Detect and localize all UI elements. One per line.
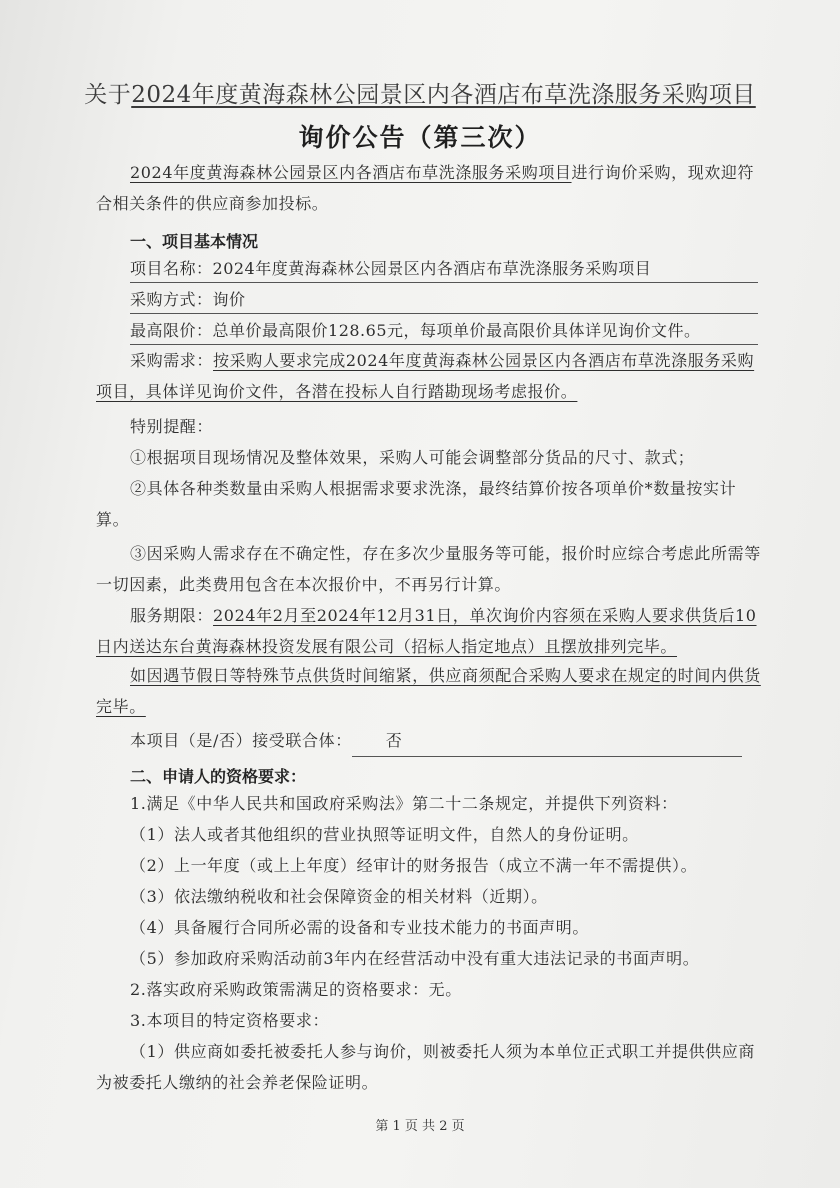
procurement-need-paragraph: [96, 345, 761, 407]
title-project-name: 2024年度黄海森林公园景区内各酒店布草洗涤服务采购项目: [131, 82, 756, 108]
max-price-row: [130, 320, 758, 345]
reminder-item-3: ③因采购人需求存在不确定性，存在多次少量服务等可能，报价时应综合考虑此所需等一切因素，此类费用包含在本次报价中，不再另行计算。: [96, 544, 761, 594]
qualification-item-4: （4）具备履行合同所必需的设备和专业技术能力的书面声明。: [130, 918, 589, 937]
procurement-need-value: 按采购人要求完成2024年度黄海森林公园景区内各酒店布草洗涤服务采购项目，具体详见询价文件，各潜在投标人自行踏勘现场考虑报价。: [96, 351, 755, 401]
qualification-item-2: （2）上一年度（或上上年度）经审计的财务报告（成立不满一年不需提供）。: [130, 856, 698, 875]
service-period-value: 2024年2月至2024年12月31日，单次询价内容须在采购人要求供货后10日内送达东台黄海森林投资发展有限公司（招标人指定地点）且摆放排列完毕。: [96, 606, 757, 656]
max-price-label: 最高限价：: [130, 321, 213, 340]
max-price-value: 总单价最高限价128.65元，每项单价最高限价具体详见询价文件。: [212, 321, 701, 340]
qualification-req-3-item-1: （1）供应商如委托被委托人参与询价，则被委托人须为本单位正式职工并提供供应商为被委托人缴纳的社会养老保险证明。: [96, 1042, 755, 1092]
title-prefix: 关于: [84, 82, 132, 108]
consortium-label: 本项目（是/否）接受联合体：: [130, 731, 352, 750]
service-period-paragraph: [96, 600, 761, 662]
project-name-label: 项目名称：: [130, 259, 213, 278]
procurement-method-label: 采购方式：: [130, 290, 213, 309]
section-heading-basic: 一、项目基本情况: [130, 232, 259, 251]
consortium-value: 否: [352, 725, 742, 757]
procurement-method-row: [130, 289, 758, 314]
consortium-row: [96, 725, 761, 757]
notice-subtitle: 询价公告（第三次）: [298, 123, 542, 152]
notice-title: [0, 76, 840, 109]
project-name-value: 2024年度黄海森林公园景区内各酒店布草洗涤服务采购项目: [212, 259, 652, 278]
reminder-item-1: ①根据项目现场情况及整体效果，采购人可能会调整部分货品的尺寸、款式；: [130, 448, 695, 467]
procurement-need-label: 采购需求：: [130, 351, 214, 370]
holiday-note: 如因遇节假日等特殊节点供货时间缩紧，供应商须配合采购人要求在规定的时间内供货完毕。: [96, 666, 761, 716]
qualification-item-5: （5）参加政府采购活动前3年内在经营活动中没有重大违法记录的书面声明。: [130, 949, 700, 968]
qualification-req-3: 3.本项目的特定资格要求：: [130, 1011, 330, 1030]
page-number: 第 1 页 共 2 页: [375, 1119, 465, 1134]
qualification-item-1: （1）法人或者其他组织的营业执照等证明文件，自然人的身份证明。: [130, 825, 639, 844]
intro-text: 进行询价采购，现欢迎符合相关条件的供应商参加投标。: [96, 163, 755, 213]
qualification-req-2: 2.落实政府采购政策需满足的资格要求：无。: [130, 980, 462, 999]
intro-project-name: 2024年度黄海森林公园景区内各酒店布草洗涤服务采购项目: [130, 163, 572, 182]
special-reminder-label: 特别提醒：: [130, 417, 214, 436]
procurement-method-value: 询价: [212, 290, 246, 309]
project-name-row: [130, 258, 758, 283]
reminder-item-2: ②具体各种类数量由采购人根据需求要求洗涤，最终结算价按各项单价*数量按实计算。: [96, 479, 737, 529]
intro-paragraph: [96, 157, 761, 219]
qualification-item-3: （3）依法缴纳税收和社会保障资金的相关材料（近期）。: [130, 887, 548, 906]
service-period-label: 服务期限：: [130, 606, 214, 625]
qualification-req-1: 1.满足《中华人民共和国政府采购法》第二十二条规定，并提供下列资料：: [130, 794, 678, 813]
section-heading-qualification: 二、申请人的资格要求：: [130, 767, 307, 786]
